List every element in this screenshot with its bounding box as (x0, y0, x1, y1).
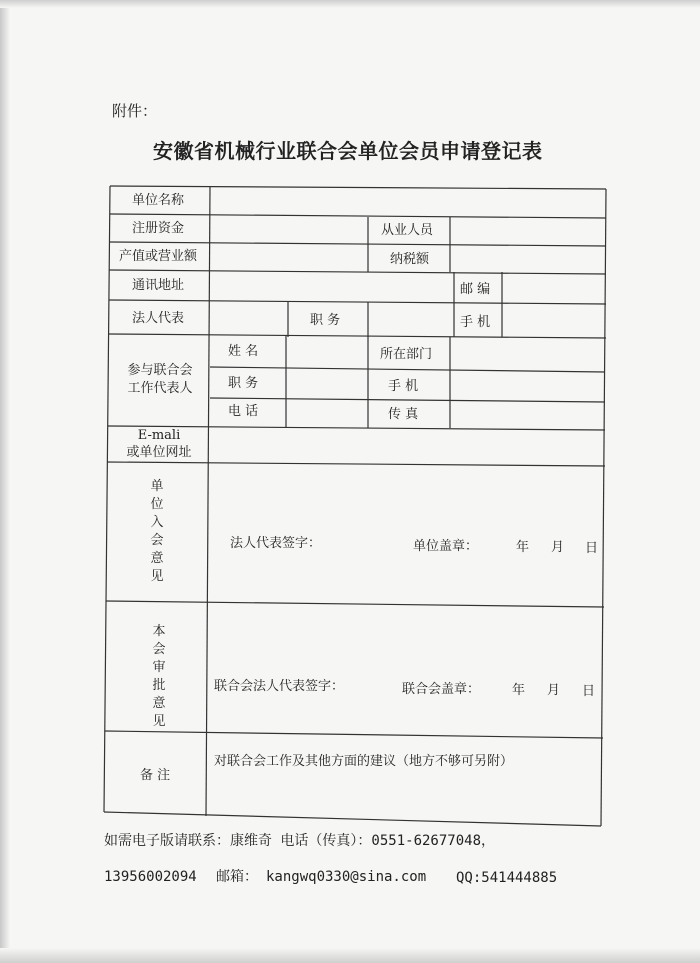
rep-mobile-label: 手 机 (388, 379, 419, 394)
output-value-label: 产值或营业额 (119, 249, 198, 264)
address-label: 通讯地址 (132, 278, 185, 293)
join-date-year: 年 (516, 540, 530, 555)
federation-signature-label: 联合会法人代表签字： (214, 679, 345, 694)
annex-label: 附件： (112, 102, 158, 120)
approval-date-day: 日 (582, 684, 596, 699)
rep-name-label: 姓 名 (228, 344, 259, 359)
registered-capital-label: 注册资金 (132, 221, 185, 236)
department-label: 所在部门 (380, 347, 433, 362)
participant-rep-label-line2: 工作代表人 (127, 381, 193, 396)
unit-name-label: 单位名称 (132, 193, 185, 208)
form-title: 安徽省机械行业联合会单位会员申请登记表 (153, 139, 543, 163)
join-date-day: 日 (585, 541, 599, 556)
mobile-label: 手 机 (460, 315, 491, 330)
legal-rep-label: 法人代表 (132, 311, 185, 326)
rep-phone-label: 电 话 (228, 404, 259, 419)
participant-rep-label-line1: 参与联合会 (127, 363, 193, 378)
approval-opinion-label: 本 会 审 批 意 见 (152, 624, 166, 729)
contact-email-link[interactable]: kangwq0330@sina.com (266, 869, 427, 885)
unit-seal-label: 单位盖章： (413, 539, 479, 554)
email-label-line2: 或单位网址 (126, 445, 192, 460)
legal-rep-signature-label: 法人代表签字： (230, 536, 322, 551)
approval-date-month: 月 (547, 683, 561, 698)
remarks-prompt: 对联合会工作及其他方面的建议（地方不够可另附） (214, 754, 514, 769)
position-label: 职 务 (310, 313, 341, 328)
employees-label: 从业人员 (381, 223, 434, 238)
tax-paid-label: 纳税额 (390, 252, 430, 267)
contact-line: 如需电子版请联系：康维奇 电话（传真）：0551-62677048， (104, 833, 496, 849)
join-date-month: 月 (551, 540, 565, 555)
email-label-line1: E-mali (137, 428, 181, 443)
contact-qq: QQ:541444885 (456, 870, 558, 886)
postcode-label: 邮 编 (460, 282, 491, 297)
email-label: 邮箱： (216, 869, 258, 885)
contact-phone2: 13956002094 (104, 869, 197, 885)
approval-date-year: 年 (512, 683, 526, 698)
federation-seal-label: 联合会盖章： (402, 682, 481, 697)
rep-fax-label: 传 真 (388, 407, 419, 422)
join-opinion-label: 单 位 入 会 意 见 (150, 479, 164, 584)
rep-position-label: 职 务 (228, 376, 259, 391)
remarks-label: 备 注 (140, 768, 171, 783)
